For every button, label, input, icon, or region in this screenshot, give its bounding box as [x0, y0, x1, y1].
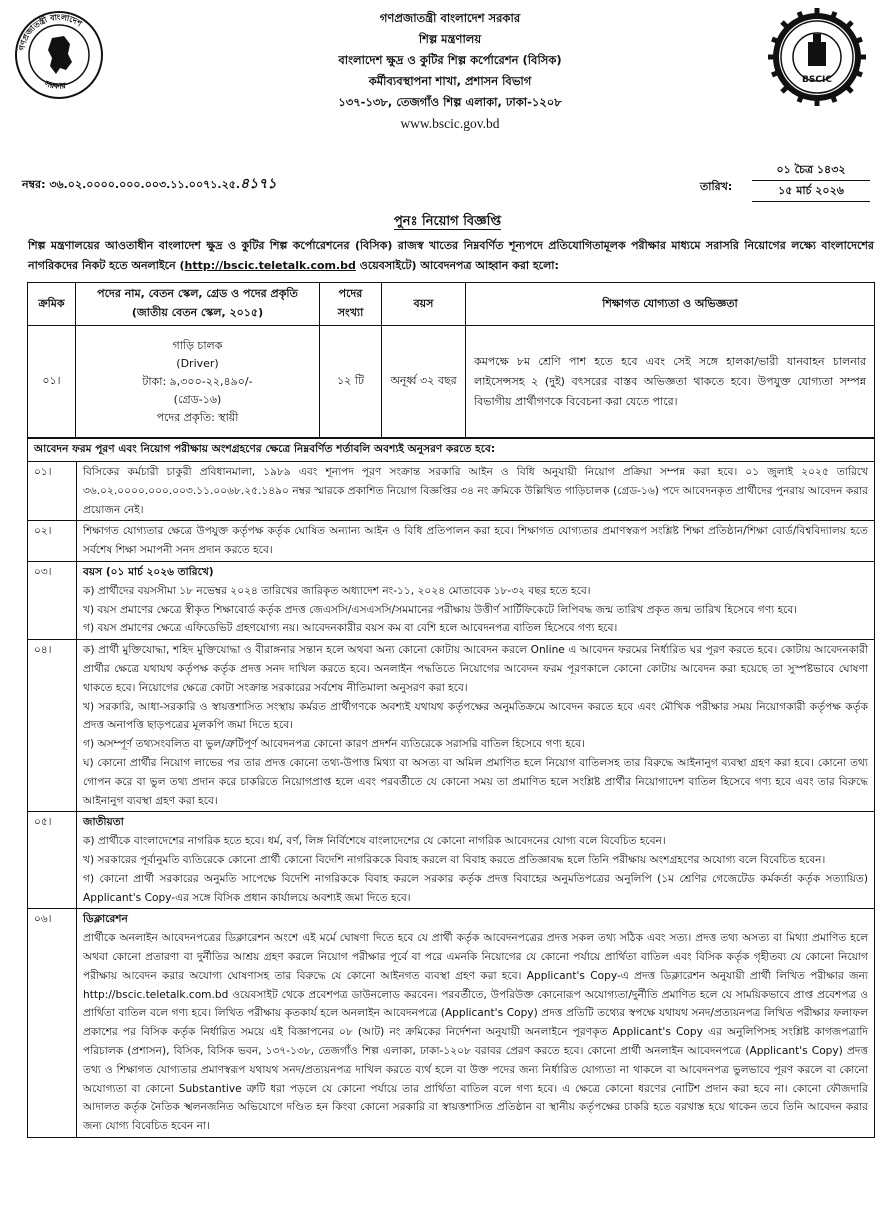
condition-text: গ) অসম্পূর্ণ তথ্যসংবলিত বা ভুল/ত্রুটিপূর্ণ আবেদনপত্র কোনো কারণ প্রদর্শন ব্যতিরেকে সরাসরি বাতিল হিসেবে গণ্য হবে। [83, 738, 585, 751]
notice-title [0, 212, 895, 233]
letterhead [150, 8, 750, 134]
issue-date [752, 160, 870, 202]
condition-text: শিক্ষাগত যোগ্যতার ক্ষেত্রে উপযুক্ত কর্তৃপক্ষ কর্তৃক ঘোষিত অন্যান্য আইন ও বিধি প্রতিপালন করা হবে। শিক্ষাগত যোগ্যতার প্রমাণস্বরূপ সংশ্লিষ্ট শিক্ষা প্রতিষ্ঠান/শিক্ষা বোর্ড/বিশ্ববিদ্যালয় হতে সর্বশেষ শিক্ষা সমাপনী সনদ প্রদান করতে হবে। [83, 525, 868, 557]
condition-text: ক) প্রার্থী মুক্তিযোদ্ধা, শহিদ মুক্তিযোদ্ধা ও বীরাঙ্গনার সন্তান হলে অথবা অন্য কোনো কোটায় আবেদন করলে Online এ আবেদন ফরমের নির্ধারিত ঘর পূরণ করতে হবে। কোটায় আবেদনকারী প্রার্থীর ক্ষেত্রে যথাযথ কর্তৃপক্ষ কর্তৃক প্রদত্ত সনদ দাখিল করতে হবে। অনলাইন পদ্ধতিতে নিয়োগের আবেদন ফরম পূরণকালে কোনো কোটায় আবেদন করা হয়েছে তা সুস্পষ্টভাবে ঘোষণা থাকতে হবে। নিয়োগের ক্ষেত্রে কোটা সংক্রান্ত সরকারের সর্বশেষ নীতিমালা অনুসরণ করা হবে। [83, 644, 868, 694]
condition-serial: ০৬। [28, 909, 77, 1138]
condition-text: ঘ) কোনো প্রার্থীর নিয়োগ লাভের পর তার প্রদত্ত কোনো তথ্য-উপাত্ত মিথ্যা বা অসত্য বা অমিল প্রমাণিত হলে নিয়োগ বাতিলসহ তার বিরুদ্ধে আইনানুগ ব্যবস্থা গ্রহণ করা হবে। কোনো তথ্য গোপন করে বা ভুল তথ্য প্রদান করে চাকরিতে নিয়োগপ্রাপ্ত হলে এবং পরবর্তীতে যে কোনো সময় তা প্রমাণিত হলে সংশ্লিষ্ট প্রার্থীর নিয়োগাদেশ বাতিল হিসেবে গণ্য হবে এবং তার বিরুদ্ধে আইনানুগ ব্যবস্থা গ্রহণ করা হবে। [83, 756, 868, 807]
bscic-logo [766, 6, 868, 108]
notice-title-text: পুনঃ নিয়োগ বিজ্ঞপ্তি [393, 214, 502, 229]
condition-serial: ০৫। [28, 812, 77, 909]
corporation-name: বাংলাদেশ ক্ষুদ্র ও কুটির শিল্প কর্পোরেশন (বিসিক) [338, 53, 562, 67]
col-count: পদের সংখ্যা [320, 283, 382, 326]
col-post: পদের নাম, বেতন স্কেল, গ্রেড ও পদের প্রকৃতি (জাতীয় বেতন স্কেল, ২০১৫) [76, 283, 320, 326]
table-row [28, 640, 875, 812]
svg-text:সরকার: সরকার [43, 78, 67, 91]
condition-body [77, 561, 875, 639]
memo-number [22, 172, 276, 196]
post-name-en: (Driver) [176, 356, 219, 370]
date-english: ১৫ মার্চ ২০২৬ [752, 181, 870, 202]
department-name: কর্মীব্যবস্থাপনা শাখা, প্রশাসন বিভাগ [368, 74, 532, 88]
date-label: তারিখ: [700, 180, 733, 193]
svg-text:BSCIC: BSCIC [802, 75, 832, 85]
conditions-heading-row [28, 439, 875, 462]
col-age: বয়স [382, 283, 466, 326]
grade: (গ্রেড-১৬) [173, 392, 222, 406]
vacancy-table [27, 282, 875, 438]
memo-prefix: নম্বর: ৩৬.০২.০০০০.০০০.০০৩.১১.০০৭১.২৫. [22, 178, 241, 191]
condition-text: গ) কোনো প্রার্থী সরকারের অনুমতি সাপেক্ষে বিদেশি নাগরিককে বিবাহ করলে সরকার কর্তৃক প্রদত্ত বিবাহের অনুমতিপত্রের অনুলিপি (১ম শ্রেণির গেজেটেড কর্মকর্তা কর্তৃক সত্যায়িত) Applicant's Copy-এর সঙ্গে বিসিক প্রধান কার্যালয়ে অবশ্যই জমা দিতে হবে। [83, 872, 868, 904]
table-row [28, 462, 875, 521]
condition-text: বিসিকের কর্মচারী চাকুরী প্রবিধানমালা, ১৯৮৯ এবং শূন্যপদ পূরণ সংক্রান্ত সরকারি আইন ও বিধি অনুযায়ী নিয়োগ প্রক্রিয়া সম্পন্ন করা হবে। ০১ জুলাই ২০২৫ তারিখে ৩৬.০২.০০০০.০০০.০০৩.১১.০০৬৮.২৫.১৪৯০ নম্বর স্মারকে প্রকাশিত নিয়োগ বিজ্ঞপ্তির ৩৪ নং ক্রমিকে উল্লিখিত গাড়িচালক (গ্রেড-১৬) পদে আবেদনকৃত প্রার্থীদের পুনরায় আবেদন করার প্রয়োজন নেই। [83, 466, 868, 516]
condition-text: খ) সরকারের পূর্বানুমতি ব্যতিরেকে কোনো প্রার্থী কোনো বিদেশি নাগরিককে বিবাহ করলে বা বিবাহ করতে প্রতিজ্ঞাবদ্ধ হলে তিনি পরীক্ষায় অংশগ্রহণের অযোগ্য বলে বিবেচিত হবেন। [83, 853, 826, 866]
condition-serial: ০৪। [28, 640, 77, 812]
table-row [28, 561, 875, 639]
application-link[interactable]: http://bscic.teletalk.com.bd [184, 259, 356, 272]
memo-handwritten-number: ৪১৭১ [240, 176, 277, 192]
intro-paragraph [28, 236, 874, 276]
intro-text-after: ওয়েবসাইটে) আবেদনপত্র আহ্বান করা হলো: [355, 259, 559, 272]
pay-scale: টাকা: ৯,৩০০-২২,৪৯০/- [142, 374, 253, 388]
table-row [28, 326, 875, 438]
condition-title: বয়স (০১ মার্চ ২০২৬ তারিখে) [83, 565, 214, 578]
condition-body [77, 812, 875, 909]
condition-text: খ) বয়স প্রমাণের ক্ষেত্রে স্বীকৃত শিক্ষাবোর্ড কর্তৃক প্রদত্ত জেএসসি/এসএসসি/সমমানের পরীক্ষায় উত্তীর্ণ সার্টিফিকেটে লিপিবদ্ধ জন্ম তারিখ প্রকৃত জন্ম তারিখ হিসেবে গণ্য হবে। [83, 603, 798, 616]
condition-serial: ০২। [28, 521, 77, 562]
condition-body [77, 640, 875, 812]
col-qualification: শিক্ষাগত যোগ্যতা ও অভিজ্ঞতা [466, 283, 875, 326]
post-nature: পদের প্রকৃতি: স্থায়ী [156, 410, 239, 424]
vacancy-table-header [28, 283, 875, 326]
row-post [76, 326, 320, 438]
condition-body [77, 521, 875, 562]
website-url: www.bscic.gov.bd [400, 116, 500, 131]
svg-text:গণপ্রজাতন্ত্রী বাংলাদেশ: গণপ্রজাতন্ত্রী বাংলাদেশ [17, 12, 84, 52]
condition-text: প্রার্থীকে অনলাইন আবেদনপত্রের ডিক্লারেশন অংশে এই মর্মে ঘোষণা দিতে হবে যে প্রার্থী কর্তৃক আবেদনপত্রের প্রদত্ত সকল তথ্য সঠিক এবং সত্য। প্রদত্ত তথ্য অসত্য বা মিথ্যা প্রমাণিত হলে অথবা কোনো প্রতারণা বা দুর্নীতির আশ্রয় গ্রহণ করলে নিয়োগ পরীক্ষার পূর্বে বা পরে এমনকি নিয়োগের যে কোনো পর্যায়ে প্রার্থিতা বাতিল এবং বিসিক কর্তৃক গৃহীতব্য যে কোনো নিয়োগ পরীক্ষায় আবেদন করার অযোগ্য ঘোষণাসহ তার বিরুদ্ধে যে কোনো আইনগত ব্যবস্থা গ্রহণ করা হবে। Applicant's Copy-এ প্রদত্ত ডিক্লারেশন অনুযায়ী প্রার্থী লিখিত পরীক্ষার জন্য http://bscic.teletalk.com.bd ওয়েবসাইট থেকে প্রবেশপত্র ডাউনলোড করবেন। পরবর্তীতে, উপরিউক্ত কোনোরূপ অযোগ্যতা/দুর্নীতি প্রমাণিত হলে যে সাময়িকভাবে প্রাপ্ত প্রবেশপত্র ও প্রার্থিতা বাতিল বলে গণ্য হবে। লিখিত পরীক্ষায় কৃতকার্য হলে অনলাইন আবেদনপত্রে (Applicant's Copy) প্রদত্ত প্রতিটি তথ্যের স্বপক্ষে যথাযথ সনদ/প্রত্যয়নপত্র লিখিত পরীক্ষার ফলাফল প্রকাশের পর বিসিক কর্তৃক নির্ধারিত সময়ে এই বিজ্ঞাপনের ০৮ (আট) নং ক্রমিকের নির্দেশনা অনুযায়ী অনলাইনে পূরণকৃত Applicant's Copy এর অনুলিপিসহ সংশ্লিষ্ট কাগজপত্রাদি পরিচালক (প্রশাসন), বিসিক, বিসিক ভবন, ১৩৭-১৩৮, তেজগাঁও শিল্প এলাকা, ঢাকা-১২০৮ বরাবর প্রেরণ করতে হবে। কোনো প্রার্থী অনলাইন আবেদনপত্রে (Applicant's Copy) প্রদত্ত তথ্য ও শিক্ষাগত যোগ্যতার প্রমাণস্বরূপ যথাযথ সনদ/প্রত্যয়নপত্র দাখিল করতে ব্যর্থ হলে বা উক্ত পদের জন্য নির্ধারিত যোগ্যতা না থাকলে বা আবেদনপত্র ভুলভাবে পূরণ করলে বা কোনো অযোগ্যতা বা কোনো Substantive ত্রুটি ধরা পড়লে যে কোনো পর্যায়ে তার প্রার্থিতা বাতিল বলে গণ্য হবে। এ ক্ষেত্রে কোনো ধরণের নোটিশ প্রদান করা হবে না। কোনো ফৌজদারি আদালত কর্তৃক নৈতিক স্খলনজনিত অভিযোগে দণ্ডিত হন কিংবা কোনো সরকারি বা স্বায়ত্তশাসিত প্রতিষ্ঠান বা স্থানীয় কর্তৃপক্ষের চাকরি হতে বরখাস্ত হয়ে থাকেন তবে তিনি আবেদন করার জন্য যোগ্য বিবেচিত হবেন না। [83, 932, 868, 1133]
condition-text: খ) সরকারি, আধা-সরকারি ও স্বায়ত্তশাসিত সংস্থায় কর্মরত প্রার্থীগণকে অবশ্যই যথাযথ কর্তৃপক্ষের অনুমতিক্রমে আবেদন করতে হবে এবং মৌখিক পরীক্ষার সময় নিয়োগকারী কর্তৃপক্ষ কর্তৃক প্রদত্ত অনাপত্তি ছাড়পত্রের মূলকপি জমা দিতে হবে। [83, 700, 868, 732]
ministry-name: শিল্প মন্ত্রণালয় [418, 32, 482, 46]
table-row [28, 521, 875, 562]
condition-title: ডিক্লারেশন [83, 913, 128, 926]
date-bangla: ০১ চৈত্র ১৪৩২ [752, 160, 870, 181]
col-serial: ক্রমিক [28, 283, 76, 326]
row-age: অনূর্ধ্ব ৩২ বছর [382, 326, 466, 438]
intro-text-before: শিল্প মন্ত্রণালয়ের আওতাধীন বাংলাদেশ ক্ষুদ্র ও কুটির শিল্প কর্পোরেশনের (বিসিক) রাজস্ব খাতের নিম্নবর্ণিত শূন্যপদে প্রতিযোগিতামূলক পরীক্ষার মাধ্যমে সরাসরি নিয়োগের লক্ষ্যে বাংলাদেশের নাগরিকদের নিকট হতে অনলাইনে ( [28, 239, 874, 272]
conditions-table [27, 438, 875, 1138]
conditions-heading: আবেদন ফরম পূরণ এবং নিয়োগ পরীক্ষায় অংশগ্রহণের ক্ষেত্রে নিম্নবর্ণিত শর্তাবলি অবশ্যই অনুসরণ করতে হবে: [28, 439, 875, 462]
condition-body [77, 462, 875, 521]
post-name: গাড়ি চালক [172, 338, 223, 352]
row-serial: ০১। [28, 326, 76, 438]
govt-name: গণপ্রজাতন্ত্রী বাংলাদেশ সরকার [379, 11, 521, 25]
row-count: ১২ টি [320, 326, 382, 438]
condition-serial: ০১। [28, 462, 77, 521]
condition-body [77, 909, 875, 1138]
condition-text: ক) প্রার্থীদের বয়সসীমা ১৮ নভেম্বর ২০২৪ তারিখের জারিকৃত অধ্যাদেশ নং-১১, ২০২৪ মোতাবেক ১৮-৩২ বছর হতে হবে। [83, 584, 591, 597]
condition-text: ক) প্রার্থীকে বাংলাদেশের নাগরিক হতে হবে। ধর্ম, বর্ণ, লিঙ্গ নির্বিশেষে বাংলাদেশের যে কোনো নাগরিক আবেদনের যোগ্য বলে বিবেচিত হবেন। [83, 835, 666, 848]
condition-title: জাতীয়তা [83, 816, 124, 829]
row-qualification: কমপক্ষে ৮ম শ্রেণি পাশ হতে হবে এবং সেই সঙ্গে হালকা/ভারী যানবাহন চালনার লাইসেন্সসহ ২ (দুই) বৎসরের বাস্তব অভিজ্ঞতা থাকতে হবে। উপযুক্ত যোগ্যতা সম্পন্ন বিভাগীয় প্রার্থীগণকে বিবেচনা করা যেতে পারে। [466, 326, 875, 438]
condition-serial: ০৩। [28, 561, 77, 639]
table-row [28, 909, 875, 1138]
condition-text: গ) বয়স প্রমাণের ক্ষেত্রে এফিডেভিট গ্রহণযোগ্য নয়। আবেদনকারীর বয়স কম বা বেশি হলে আবেদনপত্র বাতিল হিসেবে গণ্য হবে। [83, 622, 618, 635]
government-seal-logo [14, 10, 104, 100]
table-row [28, 812, 875, 909]
office-address: ১৩৭-১৩৮, তেজগাঁও শিল্প এলাকা, ঢাকা-১২০৮ [338, 95, 562, 109]
